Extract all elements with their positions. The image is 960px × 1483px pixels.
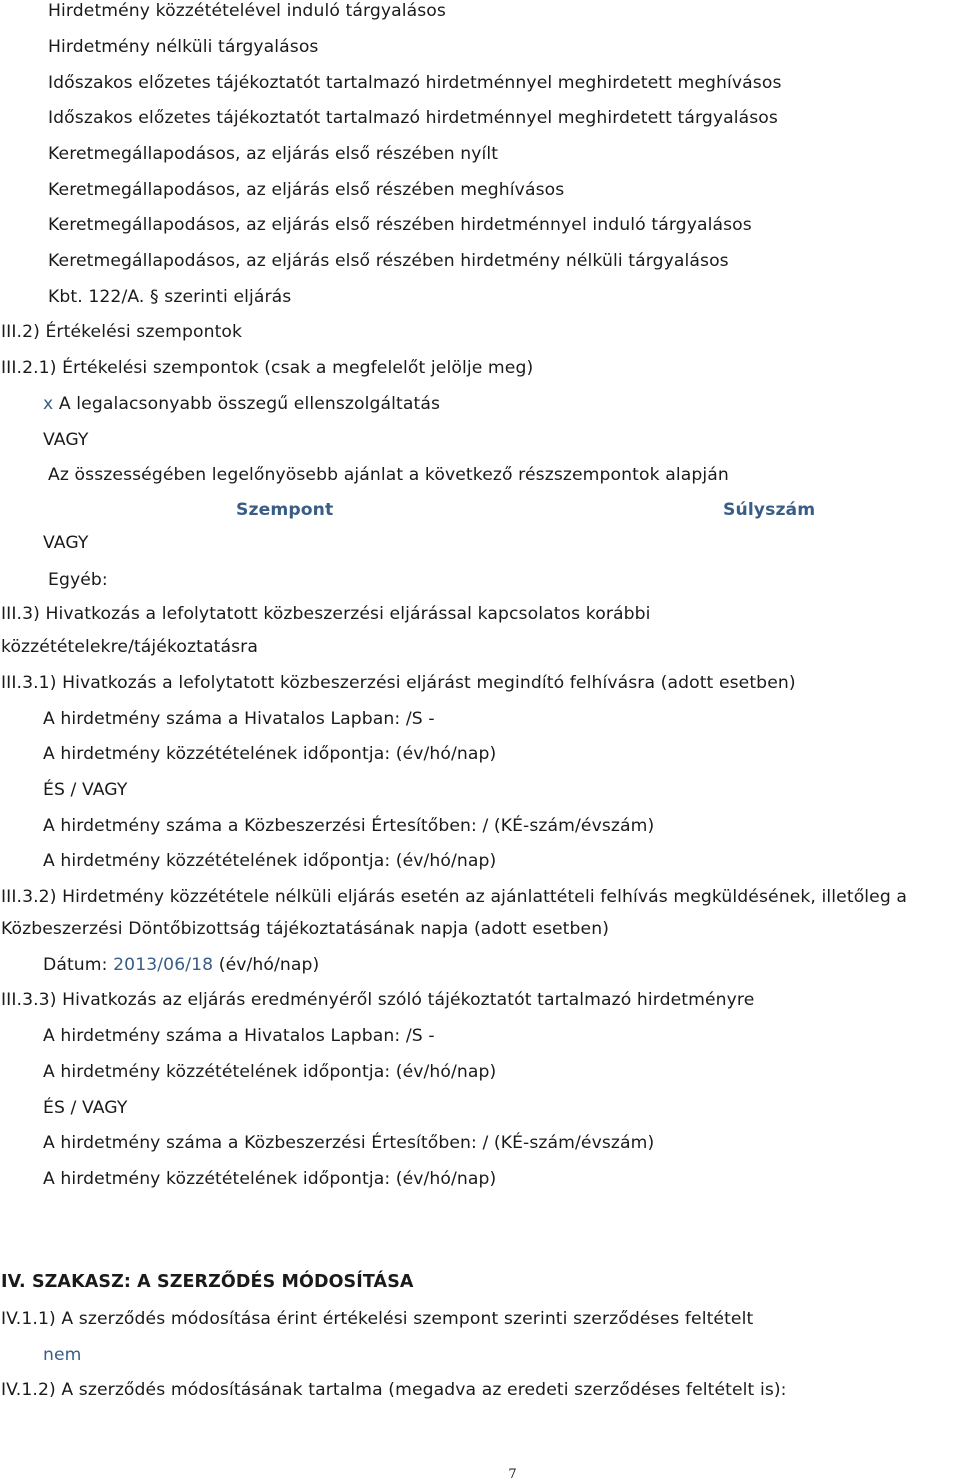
notice-number-oj: A hirdetmény száma a Hivatalos Lapban: /S - — [43, 709, 435, 729]
procedure-type-item: Keretmegállapodásos, az eljárás első részében hirdetménnyel induló tárgyalásos — [48, 215, 752, 235]
or-separator: VAGY — [43, 430, 89, 450]
date-format: (év/hó/nap) — [218, 955, 320, 975]
notice-publication-date: A hirdetmény közzétételének időpontja: (év/hó/nap) — [43, 744, 497, 764]
notice-publication-date: A hirdetmény közzétételének időpontja: (év/hó/nap) — [43, 1169, 497, 1189]
notice-publication-date: A hirdetmény közzétételének időpontja: (év/hó/nap) — [43, 1062, 497, 1082]
column-header-criterion: Szempont — [236, 500, 334, 520]
section-heading-iii-3-3: III.3.3) Hivatkozás az eljárás eredményéről szóló tájékoztatót tartalmazó hirdetményre — [1, 990, 755, 1010]
procedure-type-item: Időszakos előzetes tájékoztatót tartalmazó hirdetménnyel meghirdetett tárgyalásos — [48, 108, 778, 128]
question-iv-1-1: IV.1.1) A szerződés módosítása érint értékelési szempont szerinti szerződéses feltételt — [1, 1309, 754, 1329]
procedure-type-item: Keretmegállapodásos, az eljárás első részében meghívásos — [48, 180, 565, 200]
option-other: Egyéb: — [48, 570, 108, 590]
notice-number-oj: A hirdetmény száma a Hivatalos Lapban: /S - — [43, 1026, 435, 1046]
section-title-iv: IV. SZAKASZ: A SZERZŐDÉS MÓDOSÍTÁSA — [1, 1272, 414, 1292]
option-lowest-price-label: A legalacsonyabb összegű ellenszolgáltatás — [58, 394, 441, 414]
section-heading-iii-3-2: III.3.2) Hirdetmény közzététele nélküli eljárás esetén az ajánlattételi felhívás megküldésének, illetőleg a — [1, 887, 908, 907]
page-number: 7 — [508, 1467, 517, 1482]
date-line — [43, 955, 319, 975]
and-or-separator: ÉS / VAGY — [43, 780, 128, 800]
date-value: 2013/06/18 — [113, 955, 214, 975]
question-iv-1-2: IV.1.2) A szerződés módosításának tartalma (megadva az eredeti szerződéses feltételt is): — [1, 1380, 787, 1400]
section-heading-iii-3-2-cont: Közbeszerzési Döntőbizottság tájékoztatásának napja (adott esetben) — [1, 919, 610, 939]
section-heading-iii-3: III.3) Hivatkozás a lefolytatott közbeszerzési eljárással kapcsolatos korábbi — [1, 604, 651, 624]
check-mark: x — [43, 394, 54, 414]
option-best-value: Az összességében legelőnyösebb ajánlat a következő részszempontok alapján — [48, 465, 729, 485]
answer-iv-1-1: nem — [43, 1345, 82, 1365]
notice-number-ke: A hirdetmény száma a Közbeszerzési Értesítőben: / (KÉ-szám/évszám) — [43, 816, 655, 836]
section-heading-iii-3-cont: közzétételekre/tájékoztatásra — [1, 637, 258, 657]
section-heading-iii-3-1: III.3.1) Hivatkozás a lefolytatott közbeszerzési eljárást megindító felhívásra (adott esetben) — [1, 673, 796, 693]
notice-publication-date: A hirdetmény közzétételének időpontja: (év/hó/nap) — [43, 851, 497, 871]
notice-number-ke: A hirdetmény száma a Közbeszerzési Értesítőben: / (KÉ-szám/évszám) — [43, 1133, 655, 1153]
column-header-weight: Súlyszám — [723, 500, 816, 520]
procedure-type-item: Hirdetmény nélküli tárgyalásos — [48, 37, 319, 57]
procedure-type-item: Hirdetmény közzétételével induló tárgyalásos — [48, 1, 446, 21]
and-or-separator: ÉS / VAGY — [43, 1098, 128, 1118]
or-separator: VAGY — [43, 533, 89, 553]
procedure-type-item: Keretmegállapodásos, az eljárás első részében hirdetmény nélküli tárgyalásos — [48, 251, 729, 271]
section-heading-iii-2: III.2) Értékelési szempontok — [1, 322, 243, 342]
procedure-type-item: Kbt. 122/A. § szerinti eljárás — [48, 287, 292, 307]
option-lowest-price — [43, 394, 440, 414]
procedure-type-item: Időszakos előzetes tájékoztatót tartalmazó hirdetménnyel meghirdetett meghívásos — [48, 73, 782, 93]
procedure-type-item: Keretmegállapodásos, az eljárás első részében nyílt — [48, 144, 499, 164]
section-heading-iii-2-1: III.2.1) Értékelési szempontok (csak a megfelelőt jelölje meg) — [1, 358, 534, 378]
date-label: Dátum: — [43, 955, 108, 975]
